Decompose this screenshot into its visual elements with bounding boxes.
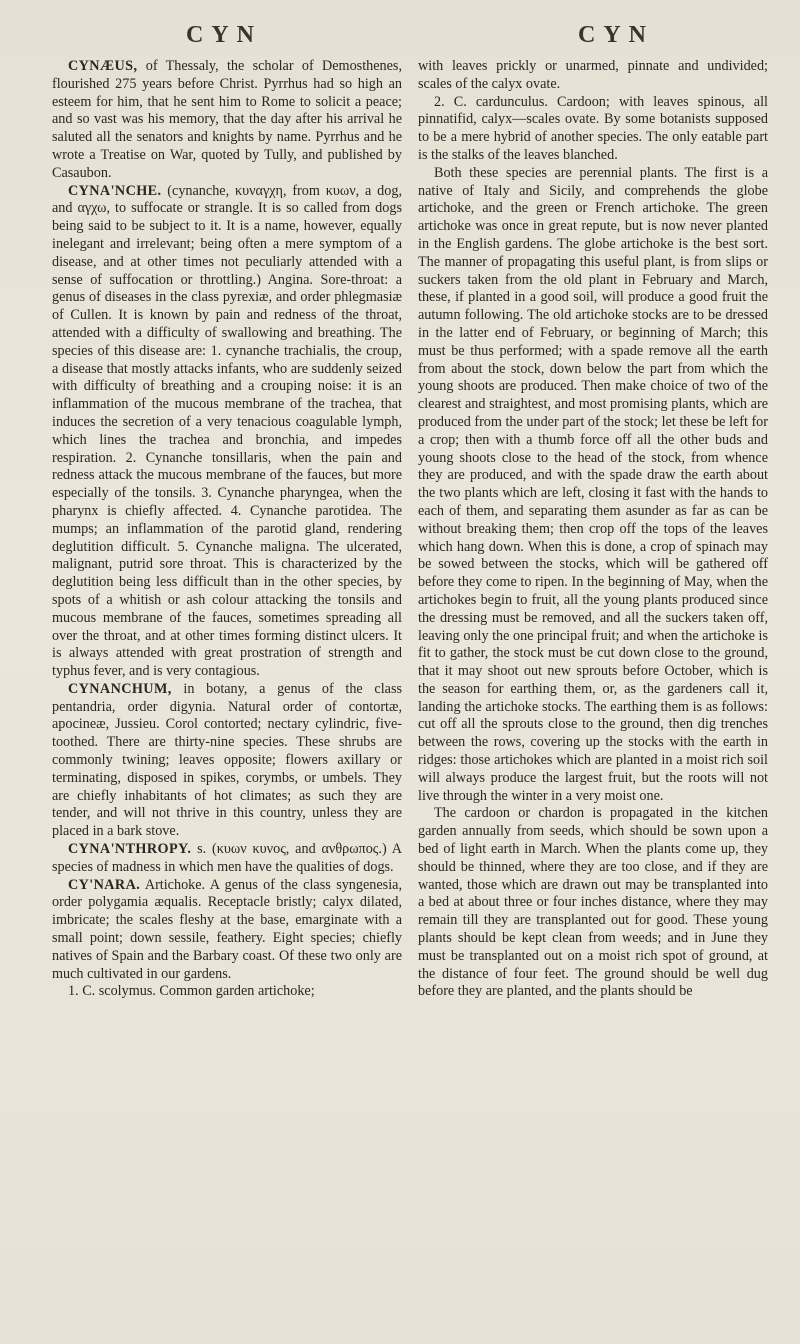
running-head-left: CYN xyxy=(186,22,262,48)
paragraph-continuation: with leaves prickly or unarmed, pinnate and undivided; scales of the calyx ovate. xyxy=(418,58,768,92)
entry-text: Artichoke. A genus of the class syngenesia, order polygamia æqualis. Receptacle bristly; calyx dilated, imbricate; the scales fleshy at the base, emarginate with a small point; down sessile, feathery. Eight species; chiefly natives of Spain and the Barbary coast. Of these two only are much cultivated in our gardens. xyxy=(52,876,402,982)
entry-text: s. (κυων κυνος, and ανθρωπος.) A species of madness in which men have the qualities of dogs. xyxy=(52,841,402,875)
left-column xyxy=(52,58,402,1001)
entry-cynanthropy xyxy=(52,841,402,877)
entry-term: CYNÆUS, xyxy=(68,58,138,74)
entry-cynaeus xyxy=(52,58,402,183)
entry-text: 1. C. scolymus. Common garden artichoke; xyxy=(68,983,315,1000)
paragraph-cardoon-culture: The cardoon or chardon is propagated in the kitchen garden annually from seeds, which should be sown upon a bed of light earth in March. When the plants come up, they should be thinned, where they are too close, and if they are wanted, those which are drawn out may be transplanted into a bed at about three or four inches distance, where they may remain till they are transplanted out for good. These young plants should be kept clean from weeds; and in June they must be transplanted out on a moist rich spot of ground, at the distance of four feet. The ground should be well dug before they are planted, and the plants should be xyxy=(418,805,768,1000)
entry-text: (cynanche, κυναγχη, from κυων, a dog, and αγχω, to suffocate or strangle. It is so called from dogs being said to be subject to it. It is a name, however, equally inelegant and irrelevant; being often a mere symptom of a disease, and at other times not peculiarly attended with a sense of suffocation or throttling.) Angina. Sore-throat: a genus of diseases in the class pyrexiæ, and order phlegmasiæ of Cullen. It is known by pain and redness of the throat, attended with a difficulty of swallowing and breathing. The species of this disease are: 1. cynanche trachialis, the croup, a disease that mostly attacks infants, who are suddenly seized with difficulty of breathing and a crouping noise: it is an inflammation of the mucous membrane of the trachea, that induces the secretion of a very tenacious coagulable lymph, which lines the trachea and bronchia, and impedes respiration. 2. Cynanche tonsillaris, when the pain and redness attack the mucous membrane of the fauces, but more especially of the tonsils. 3. Cynanche pharyngea, when the pharynx is chiefly affected. 4. Cynanche parotidea. The mumps; an inflammation of the parotid gland, rendering deglutition difficult. 5. Cynanche maligna. The ulcerated, malignant, putrid sore throat. This is characterized by the deglutition being less difficult than in the other species, by spots of a whitish or ash colour attacking the tonsils and mucous membrane of the fauces, sometimes spreading all over the throat, and at other times forming distinct ulcers. It is always attended with great prostration of strength and typhus fever, and is very contagious. xyxy=(52,182,402,680)
entry-text: of Thessaly, the scholar of Demosthenes, flourished 275 years before Christ. Pyrrhus had so high an esteem for him, that he sent him to Rome to solicit a peace; and so vast was his memory, that the day after his arrival he saluted all the senators and knights by name. Pyrrhus and he wrote a Treatise on War, quoted by Tully, and published by Casaubon. xyxy=(52,58,402,181)
entry-cynanche xyxy=(52,183,402,681)
entry-text: in botany, a genus of the class pentandria, order digynia. Natural order of contortæ, apocineæ, Jussieu. Corol contorted; nectary cylindric, five-toothed. There are thirty-nine species. These shrubs are commonly twining; leaves opposite; flowers axillary or terminating, disposed in spikes, corymbs, or umbels. They are chiefly inhabitants of hot climates; as such they are tender, and will not thrive in this country, unless they are placed in a bark stove. xyxy=(52,680,402,840)
entry-cynara-scolymus xyxy=(52,983,402,1001)
entry-term: CYNA'NTHROPY. xyxy=(68,841,192,858)
entry-term: CYNANCHUM, xyxy=(68,680,172,697)
entry-term: CYNA'NCHE. xyxy=(68,182,162,199)
right-column xyxy=(418,58,768,1001)
paragraph-cardunculus: 2. C. cardunculus. Cardoon; with leaves spinous, all pinnatifid, calyx—scales ovate. By some botanists supposed to be a mere hybrid of another species. The only eatable part is the stalks of the leaves blanched. xyxy=(418,93,768,163)
entry-cynara xyxy=(52,877,402,984)
running-head-right: CYN xyxy=(578,22,654,48)
paragraph-artichoke-culture: Both these species are perennial plants. The first is a native of Italy and Sicily, and comprehends the globe artichoke, and the green or French artichoke. The green artichoke was once in great repute, but is now never planted in the English gardens. The globe artichoke is the best sort. The manner of propagating this useful plant, is from slips or suckers taken from the old plant in February and March, these, if planted in a good soil, will produce a good fruit the autumn following. The old artichoke stocks are to be dressed in the latter end of February, or beginning of March; this must be thus performed; with a spade remove all the earth from about the stock, down below the part from which the young shoots are produced. Then make choice of two of the clearest and straightest, and most promising plants, which are produced from the under part of the stock; let these be left for a crop; then with a thumb force off all the other buds and young shoots close to the head of the stock, from whence they are produced, and with the spade draw the earth about the two plants which are left, closing it fast with the hands to each of them, and separating them asunder as far as can be without breaking them; then crop off the tops of the leaves which hang down. When this is done, a crop of spinach may be sowed between the stocks, which will be gathered off before they come to ripen. In the beginning of May, when the artichokes begin to fruit, all the young plants produced since the dressing must be removed, and all the suckers taken off, leaving only the one principal fruit; and when the artichoke is fit to gather, the stock must be cut down close to the ground, that it may shoot out new sprouts before October, which is the season for earthing them, or, as the gardeners call it, landing the artichoke stocks. The earthing them is as follows: cut off all the sprouts close to the ground, then dig trenches between the rows, covering up the stocks with the earth in ridges: those artichokes which are planted in a moist rich soil will always produce the largest fruit, but the roots will not live through the winter in a very moist one. xyxy=(418,164,768,804)
entry-term: CY'NARA. xyxy=(68,876,141,893)
entry-cynanchum xyxy=(52,681,402,841)
